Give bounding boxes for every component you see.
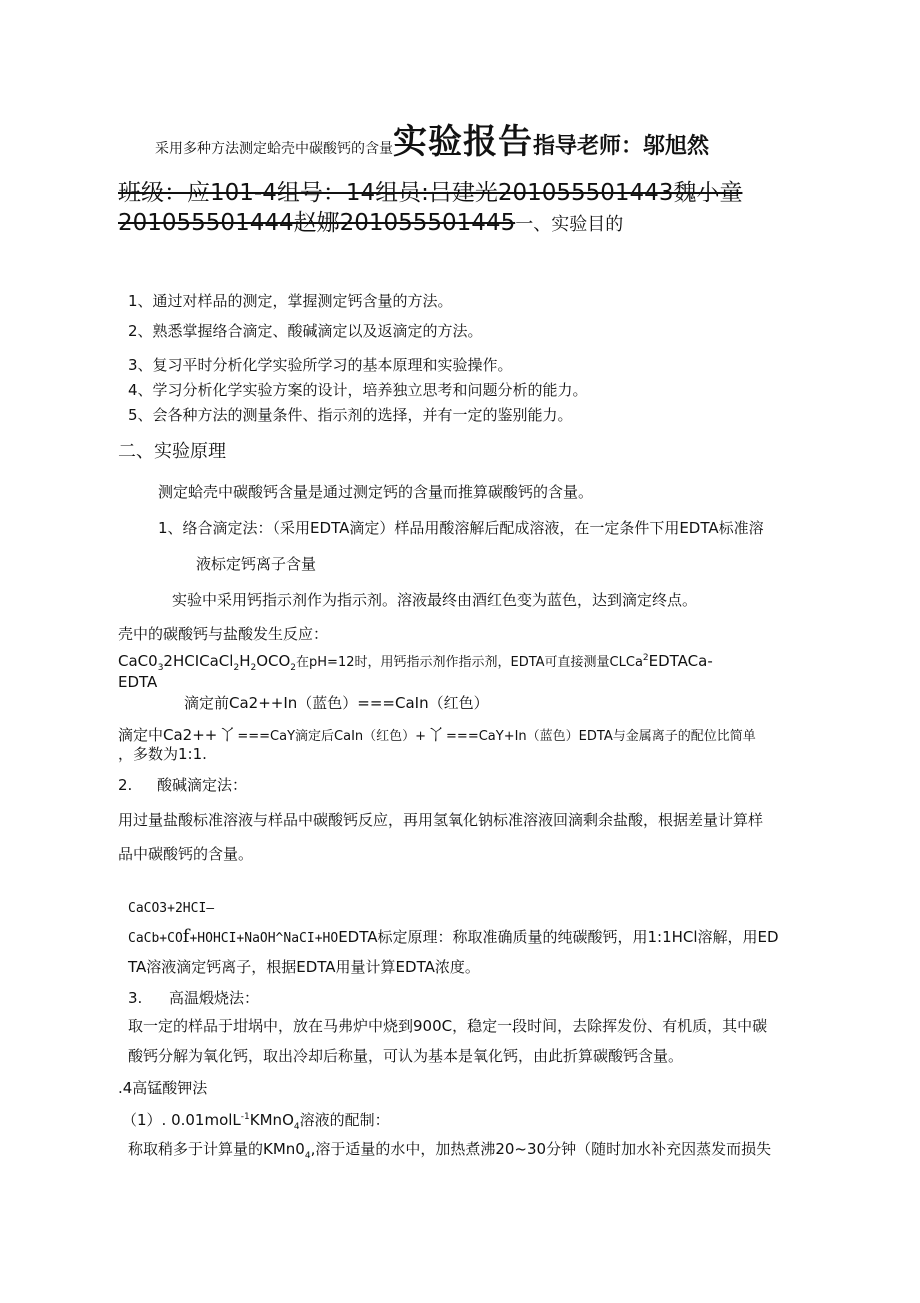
method2-line1: 用过量盐酸标准溶液与样品中碳酸钙反应，再用氢氧化钠标准溶液回滴剩余盐酸，根据差量计算样	[118, 811, 764, 829]
method1-equation-line2: EDTA	[118, 673, 158, 691]
method2-title: 酸碱滴定法：	[157, 776, 248, 794]
section-2-heading: 二、实验原理	[118, 441, 226, 462]
method1-line1: 1、络合滴定法：（采用EDTA滴定）样品用酸溶解后配成溶液，在一定条件下用EDTA标准溶	[158, 519, 764, 537]
title-teacher: 指导老师：邬旭然	[533, 134, 710, 159]
method3-title: 高温煅烧法：	[169, 989, 260, 1007]
principle-intro: 测定蛤壳中碳酸钙含量是通过测定钙的含量而推算碳酸钙的含量。	[158, 483, 594, 501]
method1-equation: $CaC0_32HCICaCl_2H_2OCO_2$在pH=12时，用钙指示剂作指示剂，EDTA可直接测量CLCa$^2$EDTACa-	[118, 652, 713, 673]
method4-sub1: （1）. 0.01molL$^{-1}$KMnO$_4$溶液的配制：	[122, 1111, 390, 1132]
method1-line3: 实验中采用钙指示剂作为指示剂。溶液最终由酒红色变为蓝色，达到滴定终点。	[172, 591, 698, 609]
method1-line4: 壳中的碳酸钙与盐酸发生反应：	[118, 625, 329, 643]
class-group-members: 班级：应101-4组号：14组员:吕建光201055501443魏小童201055501444赵娜201055501445	[118, 180, 743, 237]
titration-before: 滴定前Ca2++In（蓝色）===CaIn（红色）	[184, 694, 489, 712]
method2-line2: 品中碳酸钙的含量。	[118, 845, 254, 863]
method3-line2: 酸钙分解为氧化钙，取出冷却后称量，可认为基本是氧化钙，由此折算碳酸钙含量。	[128, 1047, 684, 1065]
report-title	[155, 114, 709, 163]
method4-line1: 称取稍多于计算量的$KMn0_4$,溶于适量的水中，加热煮沸20~30分钟（随时加水补充因蒸发而损失	[128, 1140, 772, 1161]
section-1-heading: 一、实验目的	[515, 214, 624, 236]
header-block	[118, 178, 838, 239]
purpose-1: 1、通过对样品的测定，掌握测定钙含量的方法。	[128, 292, 453, 310]
method2-line3: TA溶液滴定钙离子，根据EDTA用量计算EDTA浓度。	[128, 958, 480, 976]
purpose-3: 3、复习平时分析化学实验所学习的基本原理和实验操作。	[128, 356, 513, 374]
method3-number: 3.	[128, 989, 143, 1007]
purpose-4: 4、学习分析化学实验方案的设计，培养独立思考和问题分析的能力。	[128, 381, 588, 399]
titration-ratio: ，多数为1:1.	[118, 745, 207, 763]
method1-line2: 液标定钙离子含量	[196, 555, 317, 573]
purpose-5: 5、会各种方法的测量条件、指示剂的选择，并有一定的鉴别能力。	[128, 406, 573, 424]
titration-during: 滴定中Ca2++ㄚ===CaY滴定后CaIn（红色）+ㄚ===CaY+In（蓝色）EDTA与金属离子的配位比简单	[118, 721, 756, 745]
title-main: 实验报告	[393, 122, 533, 162]
purpose-2: 2、熟悉掌握络合滴定、酸碱滴定以及返滴定的方法。	[128, 322, 483, 340]
method2-number: 2.	[118, 776, 133, 794]
title-prefix: 采用多种方法测定蛤壳中碳酸钙的含量	[155, 141, 393, 157]
method4-title: .4高锰酸钾法	[118, 1079, 208, 1097]
method3-line1: 取一定的样品于坩埚中，放在马弗炉中烧到900C，稳定一段时间，去除挥发份、有机质，其中碳	[128, 1017, 768, 1035]
method2-eq1: CaCO3+2HCI—	[128, 901, 215, 916]
method2-eq2: CaCb+COf+HOHCI+NaOH^NaCI+HOEDTA标定原理：称取准确质量的纯碳酸钙，用1:1HCl溶解，用ED	[128, 926, 779, 947]
